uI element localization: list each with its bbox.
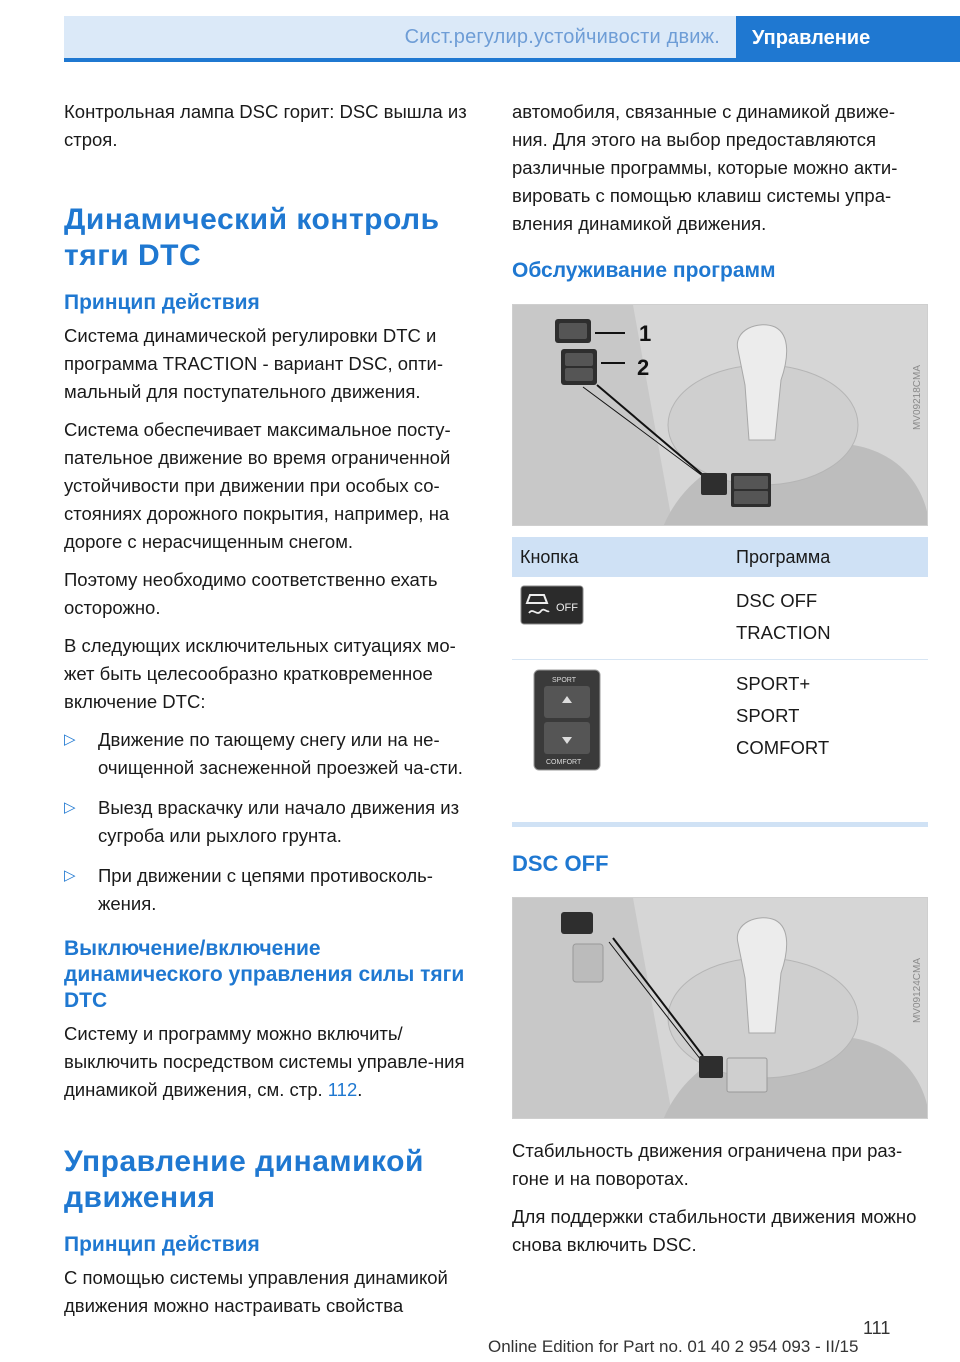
dynamics-heading-line2: движения — [64, 1181, 216, 1214]
svg-text:OFF: OFF — [556, 602, 578, 614]
dsc-off-paragraph-1: Стабильность движения ограничена при раз-гоне и на поворотах. — [512, 1140, 903, 1189]
figure-id: MV09218CMA — [912, 365, 923, 431]
intro-text: Контрольная лампа DSC горит: DSC вышла из строя. — [64, 101, 467, 150]
button-cell — [512, 660, 728, 793]
dsc-off-button-icon — [520, 585, 584, 625]
col-header-button: Кнопка — [512, 537, 728, 577]
bullet-triangle-icon: ▷ — [64, 867, 76, 884]
page-header — [64, 16, 960, 62]
principle-heading: Принцип действия — [64, 291, 260, 314]
svg-text:COMFORT: COMFORT — [546, 759, 582, 766]
table-row — [512, 660, 928, 793]
dynamics-heading-line1: Управление динамикой — [64, 1145, 424, 1178]
list-item: ▷ Движение по тающему снегу или на не-очищенной заснеженной проезжей ча-сти. — [64, 726, 476, 782]
list-item: ▷ При движении с цепями противосколь-жения. — [64, 862, 476, 918]
program-cell — [728, 660, 928, 793]
situation-list — [64, 726, 476, 918]
program-name: COMFORT — [736, 737, 830, 758]
right-column — [512, 98, 928, 1269]
programs-table — [512, 537, 928, 792]
principle-paragraph-1: Система динамической регулировки DTC и программа TRACTION - вариант DSC, опти-мальный для поступательного движения. — [64, 325, 444, 402]
left-column — [64, 98, 476, 1330]
dynamics-principle-heading: Принцип действия — [64, 1233, 260, 1256]
edition-footer: Online Edition for Part no. 01 40 2 954 093 - II/15 — [488, 1337, 859, 1356]
switch-dtc-heading: Выключение/включение динамического управления силы тяги DTC — [64, 937, 465, 1012]
header-chapter-tab — [736, 16, 960, 62]
dynamics-heading — [64, 1144, 476, 1216]
header-chapter-title: Управление — [752, 27, 871, 49]
program-name: TRACTION — [736, 622, 831, 643]
principle-paragraph-2: Система обеспечивает максимальное посту-пательное движение во время ограниченной устойчивости при движении при особых со-стояниях дорожного покрытия, например, на дороге с нерасчищенным снегом. — [64, 419, 451, 552]
console-photo-programs — [512, 304, 928, 526]
page-number: 111 — [863, 1318, 891, 1338]
principle-paragraph-4: В следующих исключительных ситуациях мо-жет быть целесообразно кратковременное включение DTC: — [64, 635, 456, 712]
list-item: ▷ Выезд враскачку или начало движения из сугроба или рыхлого грунта. — [64, 794, 476, 850]
dynamics-principle-text: С помощью системы управления динамикой движения можно настраивать свойства — [64, 1267, 448, 1316]
continued-text: автомобиля, связанные с динамикой движе-ния. Для этого на выбор предоставляются различные программы, которые можно акти-вировать с помощью клавиш системы упра-вления динамикой движения. — [512, 101, 898, 234]
program-name: SPORT+ — [736, 673, 811, 694]
header-section-title: Сист.регулир.устойчивости движ. — [404, 26, 720, 48]
svg-text:SPORT: SPORT — [552, 677, 576, 684]
program-name: DSC OFF — [736, 590, 818, 611]
program-cell — [728, 577, 928, 660]
dsc-off-heading: DSC OFF — [512, 851, 609, 876]
page-link[interactable]: 112 — [327, 1079, 358, 1100]
button-cell — [512, 577, 728, 660]
bullet-triangle-icon: ▷ — [64, 799, 76, 816]
programs-heading: Обслуживание программ — [512, 259, 776, 282]
dtc-heading — [64, 202, 476, 274]
console-photo-dsc-off — [512, 897, 928, 1119]
bullet-triangle-icon: ▷ — [64, 731, 76, 748]
dtc-heading-line1: Динамический контроль — [64, 203, 440, 236]
table-row — [512, 577, 928, 660]
dsc-off-paragraph-2: Для поддержки стабильности движения можно снова включить DSC. — [512, 1206, 917, 1255]
program-name: SPORT — [736, 705, 800, 726]
col-header-program: Программа — [728, 537, 928, 577]
callout-1: 1 — [639, 321, 652, 346]
dtc-heading-line2: тяги DTC — [64, 239, 202, 272]
figure-id: MV09124CMA — [912, 958, 923, 1024]
driving-dynamics-switch-icon — [532, 668, 602, 772]
callout-2: 2 — [637, 355, 650, 380]
principle-paragraph-3: Поэтому необходимо соответственно ехать осторожно. — [64, 569, 438, 618]
header-section-tab — [64, 16, 736, 62]
switch-dtc-text: Систему и программу можно включить/ выключить посредством системы управле-ния динамикой движения, см. стр. 112. — [64, 1023, 465, 1100]
